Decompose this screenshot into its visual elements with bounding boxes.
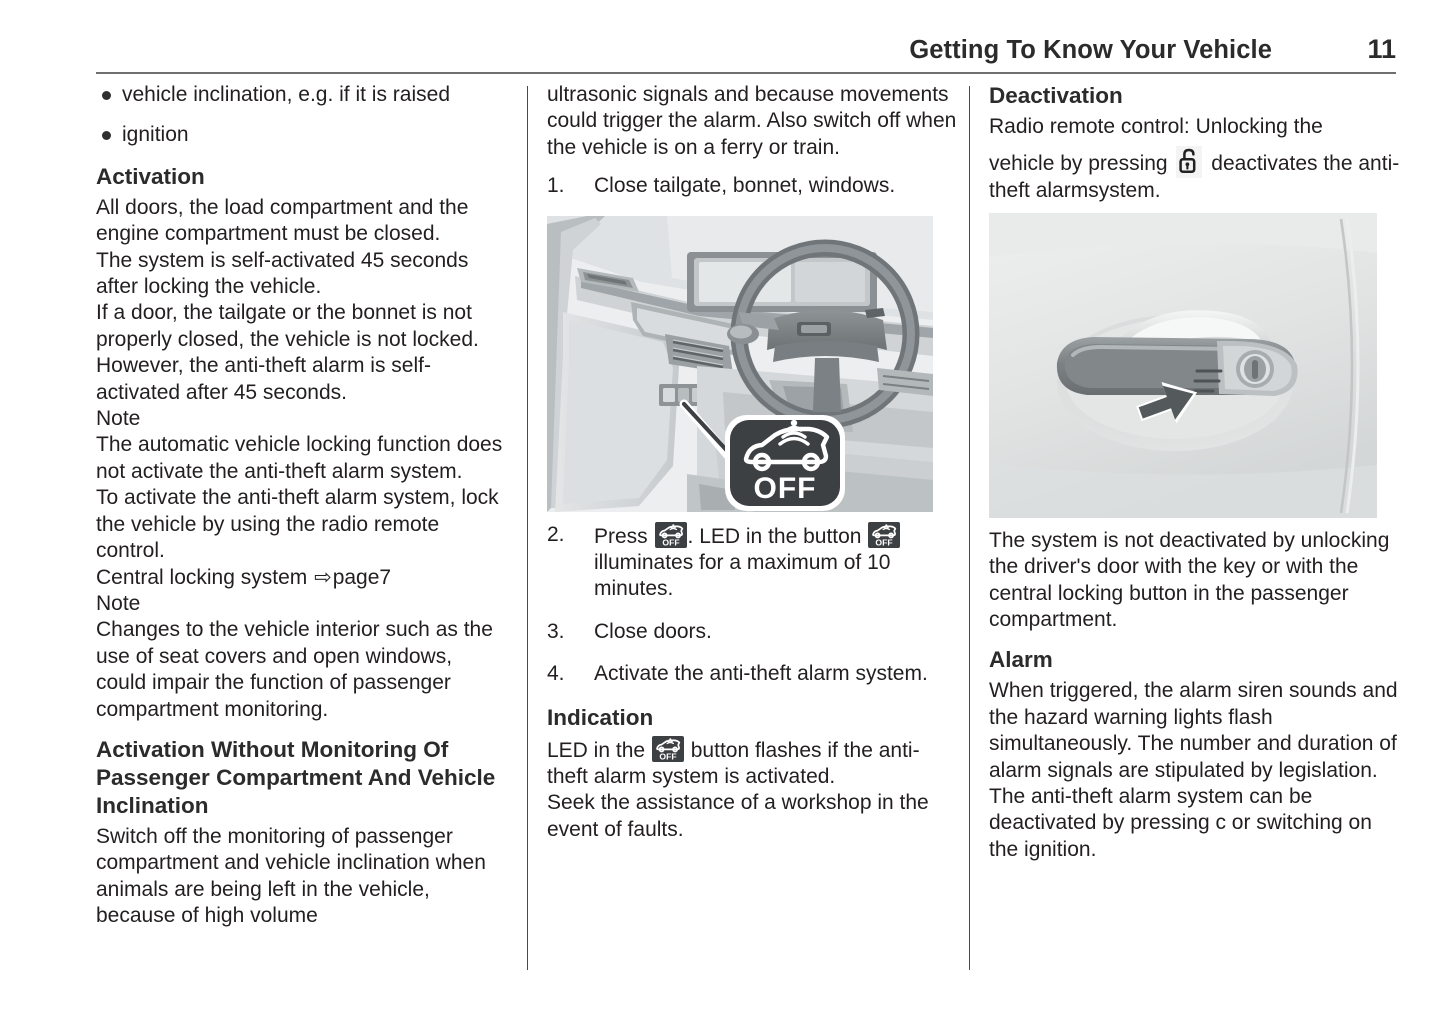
column-divider-1 (527, 86, 528, 970)
activation-paragraph-3: If a door, the tailgate or the bonnet is not properly closed, the vehicle is not locked. However, the anti-theft alarm is self-activated after 45 seconds. (96, 301, 479, 404)
heading-activation: Activation (96, 163, 205, 189)
step-number: 3. (547, 619, 565, 643)
open-padlock-icon (1176, 146, 1202, 178)
svg-text:OFF: OFF (659, 751, 677, 762)
page-title: Getting To Know Your Vehicle (909, 36, 1272, 64)
note-text-2: Changes to the vehicle interior such as the use of seat covers and open windows, could impair the function of passenger compartment monitoring. (96, 618, 493, 721)
column-divider-2 (969, 86, 970, 970)
step-text-middle: . LED in the button (687, 524, 862, 548)
list-item (547, 522, 959, 603)
cross-reference-arrow-icon: ⇨ (314, 565, 332, 589)
bullet-text: vehicle inclination, e.g. if it is raised (122, 83, 450, 106)
callout-badge (725, 415, 845, 511)
step-text: Activate the anti-theft alarm system. (594, 662, 928, 686)
list-item (96, 82, 508, 108)
columns-container (96, 82, 1400, 972)
alarm-paragraph-2: The anti-theft alarm system can be deactivated by pressing c or switching on the ignition. (989, 785, 1372, 861)
step-text-before: Press (594, 524, 648, 548)
svg-text:OFF: OFF (753, 471, 817, 505)
indication-text-before: LED in the (547, 738, 646, 762)
dashboard-svg (547, 216, 933, 512)
page-header (96, 36, 1396, 72)
step-number: 4. (547, 662, 565, 686)
door-handle-svg (989, 213, 1377, 518)
heading-alarm: Alarm (989, 647, 1053, 673)
alarm-paragraph-1: When triggered, the alarm siren sounds and the hazard warning lights flash simultaneously. The number and duration of alarm signals are stipulated by legislation. (989, 679, 1398, 782)
deactivation-line-1: Radio remote control: Unlocking the (989, 115, 1323, 138)
deactivation-paragraph (989, 146, 1401, 204)
heading-activation-without-monitoring: Activation Without Monitoring Of Passenger Compartment And Vehicle Inclination (96, 736, 496, 818)
column-1 (96, 82, 508, 972)
cross-reference-target[interactable]: page7 (332, 565, 392, 589)
deactivation-text-after: deactivates the anti-theft alarmsystem. (989, 152, 1400, 203)
list-item (547, 619, 959, 645)
step-text-after: illuminates for a maximum of 10 minutes. (594, 551, 891, 601)
heading-deactivation: Deactivation (989, 83, 1123, 108)
page-number: 11 (1367, 34, 1396, 64)
step-text: Close tailgate, bonnet, windows. (594, 174, 896, 198)
list-item (547, 661, 959, 687)
list-item (547, 173, 959, 199)
step-number: 2. (547, 522, 565, 546)
note-label-2: Note (96, 591, 141, 615)
vehicle-dashboard-illustration (547, 216, 933, 512)
indication-text-after: button flashes if the anti-theft alarm system is activated. (547, 738, 920, 789)
activation-paragraph-1: All doors, the load compartment and the engine compartment must be closed. (96, 195, 469, 246)
step-text: Close doors. (594, 619, 712, 643)
car-off-icon (868, 522, 900, 548)
heading-indication: Indication (547, 704, 654, 730)
indication-paragraph (547, 736, 959, 791)
activate-instruction: To activate the anti-theft alarm system, lock the vehicle by using the radio remote control. (96, 486, 499, 563)
list-item (96, 122, 508, 148)
column-3 (989, 82, 1401, 972)
continuation-paragraph: ultrasonic signals and because movements could trigger the alarm. Also switch off when the vehicle is on a ferry or train. (547, 83, 957, 159)
cross-reference (96, 565, 508, 591)
step-number: 1. (547, 174, 565, 198)
activation-paragraph-2: The system is self-activated 45 seconds after locking the vehicle. (96, 248, 469, 299)
step-text (594, 525, 901, 601)
car-off-icon (655, 522, 687, 548)
deactivation-text-before: vehicle by pressing (989, 152, 1168, 176)
door-handle-illustration (989, 213, 1377, 518)
note-text-1: The automatic vehicle locking function does not activate the anti-theft alarm system. (96, 433, 503, 483)
header-rule (96, 72, 1396, 74)
cross-reference-label: Central locking system (96, 565, 308, 589)
bullet-text: ignition (122, 123, 189, 147)
bullet-dot-icon (102, 131, 111, 140)
note-label-1: Note (96, 407, 141, 431)
indication-paragraph-2: Seek the assistance of a workshop in the event of faults. (547, 791, 929, 841)
svg-text:OFF: OFF (661, 537, 680, 548)
car-off-icon (652, 736, 684, 762)
svg-text:OFF: OFF (875, 537, 893, 548)
column-2 (547, 82, 959, 972)
bullet-dot-icon (102, 91, 111, 100)
switch-off-paragraph: Switch off the monitoring of passenger compartment and vehicle inclination when animals are being left in the vehicle, because of high volume (96, 824, 486, 928)
not-deactivated-paragraph: The system is not deactivated by unlocking the driver's door with the key or with the central locking button in the passenger compartment. (989, 528, 1390, 632)
